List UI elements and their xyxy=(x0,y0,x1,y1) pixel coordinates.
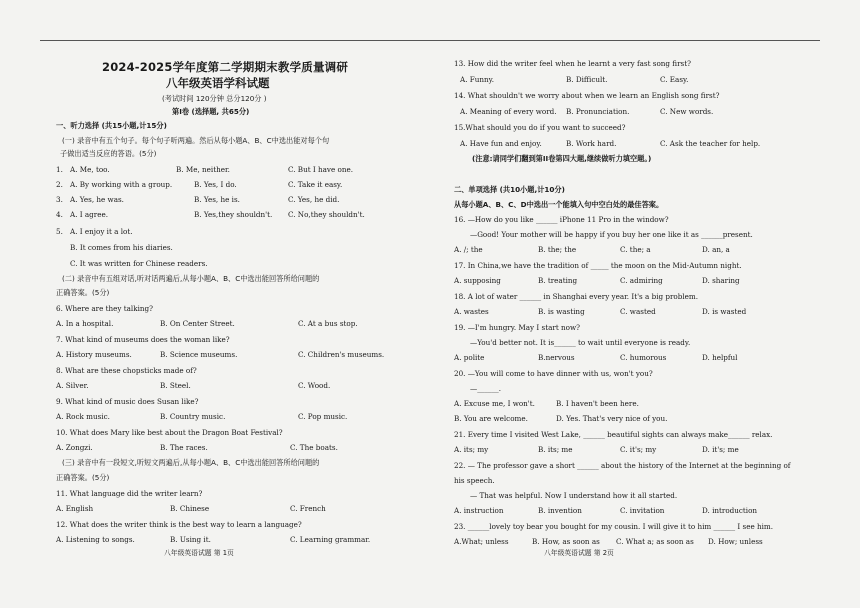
question-stem-cont2: — That was helpful. Now I understand how it all started. xyxy=(470,491,678,500)
question-stem: 7. What kind of museums does the woman like? xyxy=(56,335,230,344)
question-stem: 14. What shouldn't we worry about when we learn an English song first? xyxy=(454,91,720,100)
option-a: A. History museums. xyxy=(56,350,132,359)
option-d: D. an, a xyxy=(702,245,730,254)
option-c: C. invitation xyxy=(620,506,665,515)
option-c: C. wasted xyxy=(620,307,656,316)
option-d: D. helpful xyxy=(702,353,738,362)
exam-subtitle: 八年级英语学科试题 xyxy=(166,76,270,90)
top-rule xyxy=(40,40,820,41)
question-stem: 17. In China,we have the tradition of _____ the moon on the Mid-Autumn night. xyxy=(454,261,742,270)
option-c: C. Take it easy. xyxy=(288,180,343,189)
question-stem: 9. What kind of music does Susan like? xyxy=(56,397,199,406)
question-stem-cont: —You'd better not. It is______ to wait until everyone is ready. xyxy=(470,338,691,347)
exam-title: 2024-2025学年度第二学期期末教学质量调研 xyxy=(102,60,349,74)
option-a: A. its; my xyxy=(454,445,489,454)
option-c: C. No,they shouldn't. xyxy=(288,210,365,219)
question-stem: 8. What are these chopsticks made of? xyxy=(56,366,197,375)
option-b: B. Country music. xyxy=(160,412,226,421)
option-c: C. What a; as soon as xyxy=(616,537,694,546)
option-c: C. But I have one. xyxy=(288,165,354,174)
option-a: A. Zongzi. xyxy=(56,443,93,452)
question-stem: 11. What language did the writer learn? xyxy=(56,489,203,498)
question-stem: 16. —How do you like ______ iPhone 11 Pro in the window? xyxy=(454,215,669,224)
section-1b-instructions: (二) 录音中有五组对话,听对话两遍后,从每小题A、B、C中选出能回答所给问题的 xyxy=(62,274,320,283)
option-b: B. Science museums. xyxy=(160,350,238,359)
option-c: C. the; a xyxy=(620,245,651,254)
question-stem: 6. Where are they talking? xyxy=(56,304,153,313)
question-stem: 13. How did the writer feel when he learnt a very fast song first? xyxy=(454,59,691,68)
option-d: D. is wasted xyxy=(702,307,747,316)
option-b: B. is wasting xyxy=(538,307,585,316)
option-a: A. Listening to songs. xyxy=(56,535,135,544)
option-d: D. How; unless xyxy=(708,537,763,546)
option-a: A. /; the xyxy=(454,245,483,254)
question-stem-cont: —______. xyxy=(470,384,502,393)
question-stem: 10. What does Mary like best about the Dragon Boat Festival? xyxy=(56,428,283,437)
option-b: B.nervous xyxy=(538,353,575,362)
option-a: A. Yes, he was. xyxy=(70,195,124,204)
option-c: C. Yes, he did. xyxy=(288,195,340,204)
option-a: A. In a hospital. xyxy=(56,319,114,328)
section-1a-instructions: (一) 录音中有五个句子。每个句子听两遍。然后从每小题A、B、C中选出能对每个句 xyxy=(62,136,330,145)
option-b: B. Difficult. xyxy=(566,75,608,84)
option-c: C. French xyxy=(290,504,326,513)
section-1c-instructions-cont: 正确答案。(5分) xyxy=(56,473,110,482)
section-2-instructions: 从每小题A、B、C、D中选出一个能填入句中空白处的最佳答案。 xyxy=(454,200,664,209)
question-stem: 18. A lot of water ______ in Shanghai every year. It's a big problem. xyxy=(454,292,698,301)
option-c: C. it's; my xyxy=(620,445,657,454)
option-c: C. New words. xyxy=(660,107,714,116)
option-b: B. the; the xyxy=(538,245,577,254)
option-a: A. Silver. xyxy=(56,381,89,390)
option-c: C. Wood. xyxy=(298,381,331,390)
question-stem-cont: his speech. xyxy=(454,476,495,485)
option-a: A. Meaning of every word. xyxy=(460,107,557,116)
option-b: B. Steel. xyxy=(160,381,191,390)
exam-info: (考试时间 120分钟 总分120分 ) xyxy=(162,94,267,103)
option-a: A. I agree. xyxy=(70,210,108,219)
option-b: B. I haven't been here. xyxy=(556,399,639,408)
question-stem: 12. What does the writer think is the best way to learn a language? xyxy=(56,520,302,529)
option-a: A. I enjoy it a lot. xyxy=(70,227,133,236)
option-b: B. invention xyxy=(538,506,582,515)
option-b: B. The races. xyxy=(160,443,208,452)
option-c: C. It was written for Chinese readers. xyxy=(70,259,208,268)
option-c: C. Pop music. xyxy=(298,412,348,421)
listening-note: (注意:请同学们翻到第II卷第四大题,继续做听力填空题。) xyxy=(472,154,652,163)
option-a: A. polite xyxy=(454,353,485,362)
option-c: C. At a bus stop. xyxy=(298,319,358,328)
option-a: A. Rock music. xyxy=(56,412,110,421)
section-1-heading: 一、听力选择 (共15小题,计15分) xyxy=(56,121,167,130)
option-c: C. Learning grammar. xyxy=(290,535,371,544)
option-c: C. Children's museums. xyxy=(298,350,385,359)
section-1b-instructions-cont: 正确答案。(5分) xyxy=(56,288,110,297)
option-b: B. Yes, I do. xyxy=(194,180,237,189)
question-stem: 15.What should you do if you want to succeed? xyxy=(454,123,626,132)
option-c: C. The boats. xyxy=(290,443,338,452)
question-stem: 23. ______lovely toy bear you bought for my cousin. I will give it to him ______ I see him. xyxy=(454,522,774,531)
part1-title: 第I卷 (选择题, 共65分) xyxy=(172,107,250,116)
page-footer: 八年级英语试题 第 2页 xyxy=(544,549,614,557)
option-b: B. It comes from his diaries. xyxy=(70,243,173,252)
option-b: B. Using it. xyxy=(170,535,211,544)
section-1a-instructions-cont: 子做出适当反应的答语。(5分) xyxy=(60,149,157,158)
option-d: D. sharing xyxy=(702,276,740,285)
option-a: A. By working with a group. xyxy=(70,180,173,189)
section-1c-instructions: (三) 录音中有一段短文,听短文两遍后,从每小题A、B、C中选出能回答所给问题的 xyxy=(62,458,320,467)
option-c: C. Ask the teacher for help. xyxy=(660,139,761,148)
option-c: C. Easy. xyxy=(660,75,689,84)
option-b: B. Chinese xyxy=(170,504,210,513)
option-a: A. supposing xyxy=(454,276,501,285)
option-a: A. wastes xyxy=(454,307,489,316)
option-a: A. Funny. xyxy=(460,75,495,84)
option-b: B. Work hard. xyxy=(566,139,617,148)
question-stem-cont: —Good! Your mother will be happy if you buy her one like it as ______present. xyxy=(470,230,753,239)
option-d: D. Yes. That's very nice of you. xyxy=(556,414,668,423)
option-b: B. Yes, he is. xyxy=(194,195,240,204)
question-stem: 21. Every time I visited West Lake, ______ beautiful sights can always make______ relax. xyxy=(454,430,773,439)
option-b: B. its; me xyxy=(538,445,573,454)
option-a: A. instruction xyxy=(454,506,504,515)
option-d: D. it's; me xyxy=(702,445,739,454)
option-b: B. On Center Street. xyxy=(160,319,235,328)
option-a: A. Excuse me, I won't. xyxy=(454,399,535,408)
option-c: C. humorous xyxy=(620,353,667,362)
section-2-heading: 二、单项选择 (共10小题,计10分) xyxy=(454,185,565,194)
option-b: B. How, as soon as xyxy=(532,537,600,546)
question-stem: 20. —You will come to have dinner with us, won't you? xyxy=(454,369,653,378)
option-c: C. admiring xyxy=(620,276,663,285)
question-stem: 22. — The professor gave a short ______ about the history of the Internet at the beginning of xyxy=(454,461,791,470)
option-b: B. Yes,they shouldn't. xyxy=(194,210,273,219)
option-a: A. Have fun and enjoy. xyxy=(460,139,542,148)
option-a: A. English xyxy=(56,504,94,513)
option-b: B. Pronunciation. xyxy=(566,107,630,116)
option-b: B. Me, neither. xyxy=(176,165,230,174)
question-stem: 19. —I'm hungry. May I start now? xyxy=(454,323,580,332)
option-c: B. You are welcome. xyxy=(454,414,528,423)
option-a: A.What; unless xyxy=(454,537,509,546)
page-footer: 八年级英语试题 第 1页 xyxy=(164,549,234,557)
option-d: D. introduction xyxy=(702,506,758,515)
option-a: A. Me, too. xyxy=(70,165,110,174)
option-b: B. treating xyxy=(538,276,578,285)
